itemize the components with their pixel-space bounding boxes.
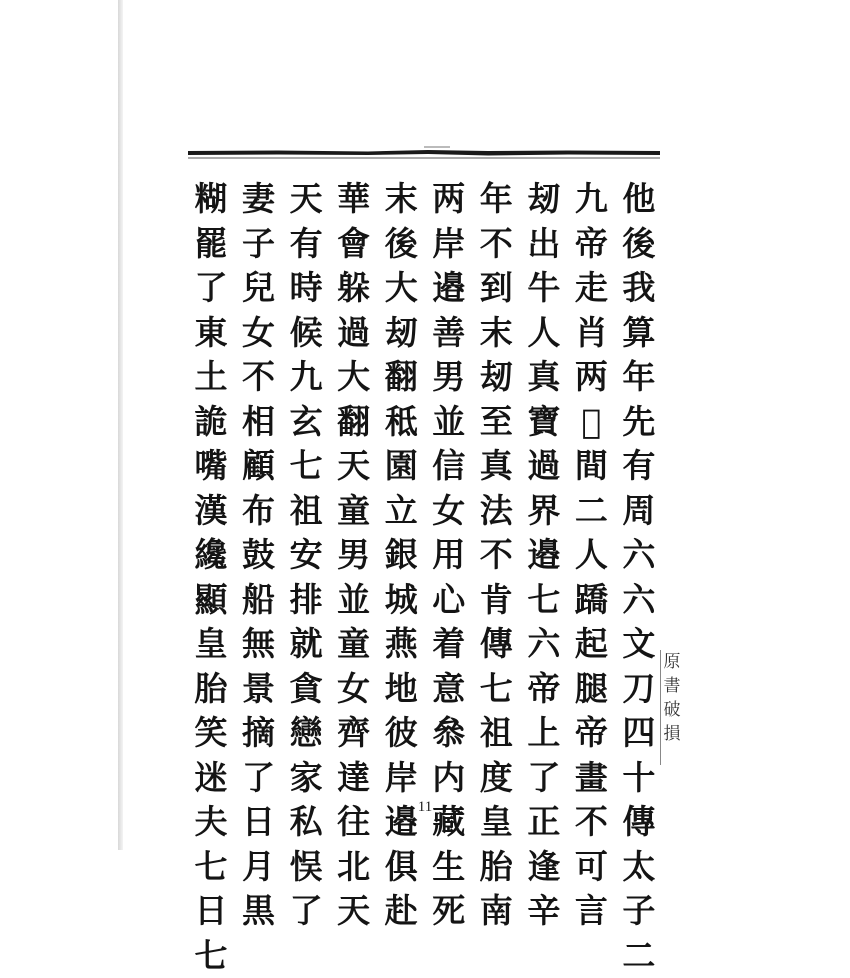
character: 糊 — [190, 177, 232, 222]
character: 到 — [475, 266, 517, 311]
character: 了 — [190, 266, 232, 311]
character: 大 — [333, 355, 375, 400]
character: 安 — [285, 533, 327, 578]
text-column — [380, 177, 422, 757]
character: 年 — [475, 177, 517, 222]
character: 文 — [618, 622, 660, 667]
character: 了 — [238, 756, 280, 801]
character: 逢 — [523, 845, 565, 890]
text-column — [285, 177, 327, 757]
character: 九 — [285, 355, 327, 400]
character: 罷 — [190, 222, 232, 267]
character: 法 — [475, 489, 517, 534]
character: 有 — [285, 222, 327, 267]
character: 月 — [238, 845, 280, 890]
character: 顧 — [238, 444, 280, 489]
character: 我 — [618, 266, 660, 311]
character: 至 — [475, 400, 517, 445]
character: 年 — [618, 355, 660, 400]
character: 躲 — [333, 266, 375, 311]
character: 達 — [333, 756, 375, 801]
character: 祖 — [285, 489, 327, 534]
character: 人 — [570, 533, 612, 578]
character: 周 — [618, 489, 660, 534]
character: 迷 — [190, 756, 232, 801]
character: 生 — [428, 845, 470, 890]
text-column — [523, 177, 565, 757]
character: 相 — [238, 400, 280, 445]
character: 地 — [380, 667, 422, 712]
character: 並 — [333, 578, 375, 623]
character: 日 — [190, 889, 232, 934]
character: 翻 — [380, 355, 422, 400]
character: 先 — [618, 400, 660, 445]
character: 有 — [618, 444, 660, 489]
character: 帝 — [570, 711, 612, 756]
character: 船 — [238, 578, 280, 623]
character: 上 — [523, 711, 565, 756]
page-edge-shadow — [118, 0, 123, 850]
character: 善 — [428, 311, 470, 356]
character: 邉 — [428, 266, 470, 311]
character: 皇 — [475, 800, 517, 845]
character: 不 — [475, 222, 517, 267]
character: 傳 — [618, 800, 660, 845]
character: 鼓 — [238, 533, 280, 578]
character: 肯 — [475, 578, 517, 623]
character: 度 — [475, 756, 517, 801]
character: 布 — [238, 489, 280, 534]
character: 戀 — [285, 711, 327, 756]
text-column — [475, 177, 517, 757]
character: 不 — [475, 533, 517, 578]
character: 彼 — [380, 711, 422, 756]
text-column — [238, 177, 280, 757]
character: 可 — [570, 845, 612, 890]
character: 辛 — [523, 889, 565, 934]
character: 言 — [570, 889, 612, 934]
text-column — [618, 177, 660, 757]
character: 秪 — [380, 400, 422, 445]
character: 九 — [570, 177, 612, 222]
page-number: 11 — [0, 799, 850, 816]
character: 兒 — [238, 266, 280, 311]
character: 六 — [618, 533, 660, 578]
character: 俱 — [380, 845, 422, 890]
character: 牛 — [523, 266, 565, 311]
character: 夫 — [190, 800, 232, 845]
character: 帝 — [570, 222, 612, 267]
character: 天 — [285, 177, 327, 222]
character: 肖 — [570, 311, 612, 356]
character: 漢 — [190, 489, 232, 534]
character: 刼 — [380, 311, 422, 356]
character: 岸 — [428, 222, 470, 267]
character: 土 — [190, 355, 232, 400]
character: 末 — [380, 177, 422, 222]
character: 童 — [333, 489, 375, 534]
note-character: 原 — [664, 650, 681, 674]
character: 两 — [570, 355, 612, 400]
character: 帝 — [523, 667, 565, 712]
character: 刼 — [523, 177, 565, 222]
character: 末 — [475, 311, 517, 356]
character: 會 — [333, 222, 375, 267]
text-column — [570, 177, 612, 757]
character: 悮 — [285, 845, 327, 890]
character: 了 — [523, 756, 565, 801]
character: 南 — [475, 889, 517, 934]
character: 十 — [618, 756, 660, 801]
character: 正 — [523, 800, 565, 845]
character: 七 — [523, 578, 565, 623]
character: 詭 — [190, 400, 232, 445]
character: 女 — [428, 489, 470, 534]
character: 了 — [285, 889, 327, 934]
character: 出 — [523, 222, 565, 267]
character: 畫 — [570, 756, 612, 801]
character: 並 — [428, 400, 470, 445]
character: 男 — [333, 533, 375, 578]
character: 刼 — [475, 355, 517, 400]
character: 七 — [190, 845, 232, 890]
character: 子 — [618, 889, 660, 934]
character: 𠫤 — [570, 400, 612, 445]
character: 界 — [523, 489, 565, 534]
character: 就 — [285, 622, 327, 667]
character: 心 — [428, 578, 470, 623]
character: 他 — [618, 177, 660, 222]
character: 天 — [333, 444, 375, 489]
top-border-rule — [188, 146, 660, 160]
character: 時 — [285, 266, 327, 311]
character: 顯 — [190, 578, 232, 623]
margin-note — [660, 650, 683, 765]
character: 着 — [428, 622, 470, 667]
character: 七 — [475, 667, 517, 712]
character: 四 — [618, 711, 660, 756]
text-columns — [190, 177, 660, 757]
character: 往 — [333, 800, 375, 845]
character: 嘴 — [190, 444, 232, 489]
character: 纔 — [190, 533, 232, 578]
character: 赴 — [380, 889, 422, 934]
character: 算 — [618, 311, 660, 356]
character: 黒 — [238, 889, 280, 934]
character: 叅 — [428, 711, 470, 756]
character: 排 — [285, 578, 327, 623]
character: 間 — [570, 444, 612, 489]
character: 二 — [570, 489, 612, 534]
character: 候 — [285, 311, 327, 356]
text-column — [190, 177, 232, 757]
character: 藏 — [428, 800, 470, 845]
character: 女 — [238, 311, 280, 356]
character: 景 — [238, 667, 280, 712]
character: 翻 — [333, 400, 375, 445]
character: 蹻 — [570, 578, 612, 623]
character: 不 — [570, 800, 612, 845]
character: 東 — [190, 311, 232, 356]
character: 内 — [428, 756, 470, 801]
character: 玄 — [285, 400, 327, 445]
character: 男 — [428, 355, 470, 400]
character: 信 — [428, 444, 470, 489]
character: 刀 — [618, 667, 660, 712]
character: 華 — [333, 177, 375, 222]
character: 走 — [570, 266, 612, 311]
character: 立 — [380, 489, 422, 534]
character: 六 — [523, 622, 565, 667]
character: 女 — [333, 667, 375, 712]
character: 園 — [380, 444, 422, 489]
character: 太 — [618, 845, 660, 890]
note-character: 書 — [664, 674, 681, 698]
character: 貪 — [285, 667, 327, 712]
character: 天 — [333, 889, 375, 934]
character: 邉 — [380, 800, 422, 845]
character: 胎 — [475, 845, 517, 890]
character: 後 — [380, 222, 422, 267]
character: 無 — [238, 622, 280, 667]
character: 不 — [238, 355, 280, 400]
character: 摘 — [238, 711, 280, 756]
note-character: 損 — [664, 722, 681, 746]
character: 起 — [570, 622, 612, 667]
character: 六 — [618, 578, 660, 623]
character: 二 — [618, 934, 660, 978]
character: 銀 — [380, 533, 422, 578]
note-character: 破 — [664, 698, 681, 722]
character: 大 — [380, 266, 422, 311]
character: 人 — [523, 311, 565, 356]
character: 北 — [333, 845, 375, 890]
character: 腿 — [570, 667, 612, 712]
character: 祖 — [475, 711, 517, 756]
character: 两 — [428, 177, 470, 222]
character: 童 — [333, 622, 375, 667]
character: 寶 — [523, 400, 565, 445]
character: 子 — [238, 222, 280, 267]
character: 日 — [238, 800, 280, 845]
character: 用 — [428, 533, 470, 578]
character: 真 — [475, 444, 517, 489]
character: 意 — [428, 667, 470, 712]
character: 笑 — [190, 711, 232, 756]
character: 後 — [618, 222, 660, 267]
character: 燕 — [380, 622, 422, 667]
character: 過 — [523, 444, 565, 489]
character: 私 — [285, 800, 327, 845]
character: 過 — [333, 311, 375, 356]
text-column — [428, 177, 470, 757]
character: 皇 — [190, 622, 232, 667]
character: 七 — [190, 934, 232, 978]
character: 真 — [523, 355, 565, 400]
character: 妻 — [238, 177, 280, 222]
character: 死 — [428, 889, 470, 934]
character: 七 — [285, 444, 327, 489]
character: 胎 — [190, 667, 232, 712]
character: 岸 — [380, 756, 422, 801]
character: 家 — [285, 756, 327, 801]
character: 邉 — [523, 533, 565, 578]
character: 傳 — [475, 622, 517, 667]
character: 齊 — [333, 711, 375, 756]
text-column — [333, 177, 375, 757]
character: 城 — [380, 578, 422, 623]
